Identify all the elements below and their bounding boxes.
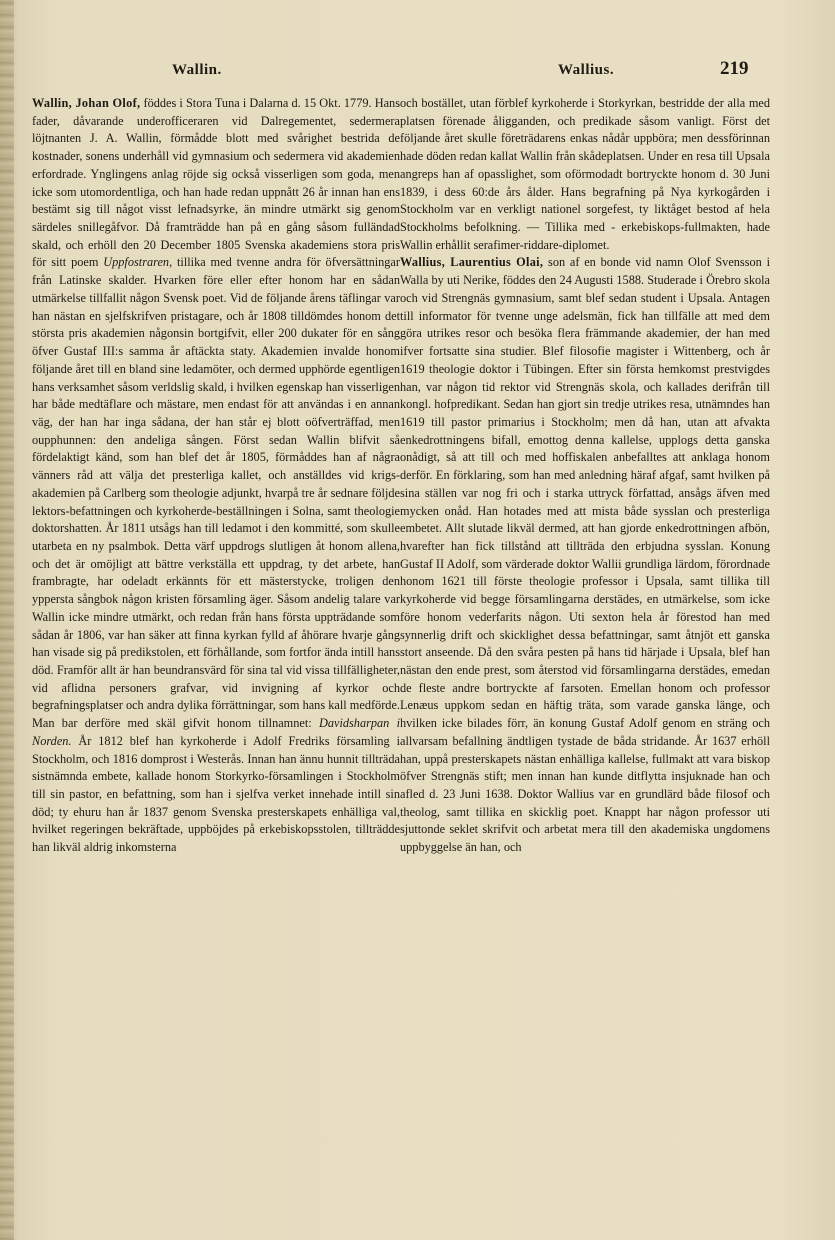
left-running-head: Wallin. [172,62,222,78]
entry-continuation: och bostället, utan förblef kyrkoherde i Storkyrkan, bestridde der alla med platsen förenade åligganden, och predikade såsom vanligt. Först det följande året skulle företrädarens enkas nådår uppböra; men dessförinnan hade döden redan kallat Wallin från skådeplatsen. Under en resa till Upsala angreps han af opasslighet, som oförmodadt bortryckte honom d. 30 Juni 1839, i dess 60:de års ålder. Hans begrafning på Nya kyrkogården i Stockholm var en verkligt nationel sorgefest, ty liktåget bestod af hela Stockholms befolkning. — Tillika med - erkebiskops-fullmakten, hade Wallin erhållit serafimer-riddare-diplomet. [400,96,770,252]
entry-name: Wallius, Laurentius Olai, [400,255,544,270]
page-number: 219 [720,58,749,79]
entry-wallius-laurentius-olai [400,254,770,856]
book-spine-edge [0,0,14,1240]
right-column [400,95,770,857]
entry-text: , tillika med tvenne andra för öfversättningar från Latinske skalder. Hvarken före eller efter honom har en sådan utmärkelse tillfallit någon Svensk poet. Vid de följande årens täflingar var han nästan en sjelfskrifven pristagare, och år 1808 tilldömdes honom det största pris akademien någonsin bortgifvit, eller 200 dukater för en sång öfver Gustaf III:s samma år aftäckta staty. Akademien invalde honom följande året till en bland sine ledamöter, och dermed upphörde egentligen hans verksamhet såsom verldslig skald, i hvilken egenskap han visserligen har både medtäflare och mästare, men endast för att användas i en annan väg, der han har inga sådana, der han står ej blott oöfverträffad, men oupphunnen: den andeliga sången. Först sedan Wallin blifvit så fördelaktigt känd, som han blef det år 1805, förmåddes han af några vänners råd att välja det presterliga kallet, och anställdes vid krigs-akademien på Carlberg som theologie adjunkt, hvarpå tre år sednare följde lektors-befattningen och kyrkoherde-beställningen i Solna, samt theologie doktorshatten. År 1811 utsågs han till ledamot i den kommitté, som skulle utarbeta en ny psalmbok. Detta värf uppdrogs slutligen åt honom allena, och det är omöjligt att bättre verkställa ett uppdrag, ty det arbete, han frambragte, har odeladt erkännts för ett mästerstycke, troligen den yppersta sångbok någon kristen församling äger. Såsom andelig talare var Wallin icke mindre utmärkt, och redan från hans första uppträdande som sådan år 1806, var han säker att finna kyrkan fylld af åhörare hvarje gång han visade sig på predikstolen, ett förhållande, som fortfor ända intill hans död. Framför allt är han beundransvärd för sina tal vid vissa tillfälligheter, vid aflidna personers grafvar, vid invigning af kyrkor och begrafningsplatser och andra dylika förrättningar, som hans kall medförde. Man bar derföre med skäl gifvit honom tillnamnet: [32,255,400,731]
entry-text: son af en bonde vid namn Olof Svensson i Walla by uti Nerike, föddes den 24 Augusti 1588. Studerade i Örebro skola och vid Strengnäs gymnasium, samt blef sedan student i Upsala. Antagen till informator för tvenne unge adelsmän, fick han tillfälle att med dem göra utrikes resor och besöka flera främmande akademier, der han med ifver fortsatte sina studier. Blef filosofie magister i Wittenberg, och år 1619 theologie doktor i Tübingen. Efter sin första hemkomst prestvigdes han, var någon tid rektor vid Strengnäs skola, och kallades derifrån till kongl. hofpredikant. Sedan han gjort sin tredje utrikes resa, utnämndes han 1619 till pastor primarius i Stockholm; men då han, utan att afvakta enkedrottningens bifall, emottog denna kallelse, upplogs detta ganska onådigt, så att till och med hoffiskalen anbefalltes att anklaga honom derför. En förklaring, som han med anledning häraf afgaf, samt hvilken på sina ställen var nog fri och i starka uttryck författad, ansågs äfven med mycken onåd. Han hotades med att mista både sysslan och presterliga embetet. Allt slutade likväl dermed, att han gjorde enkedrottningen afbön, hvarefter han fick tillstånd att tillträda den erbjudna sysslan. Konung Gustaf II Adolf, som värderade doktor Wallii grundliga lärdom, förordnade honom 1621 till förste theologie professor i Upsala, samt tillika till kyrkoherde vid begge församlingarna derstädes, en utmärkelse, som icke före honom vederfarits någon. Uti sexton hela år förestod han med synnerlig drift och skicklighet dessa befattningar, samt åtnjöt ett ganska stort anseende. Då den svåra pesten på hans tid härjade i Upsala, blef han nästan den ende prest, som återstod vid församlingarna derstädes, emedan de fleste andre bortryckte af farsoten. Emellan honom och professor Lenæus uppkom sedan en häftig träta, som varade ganska länge, och hvilken icke bilades förr, än konung Gustaf Adolf genom en sträng och allvarsam befallning ändtligen tystade de båda stridande. År 1637 erhöll han, uppå presterskapets nästan enhälliga kallelse, fullmakt att vara biskop öfver Strengnäs stift; men innan han kunde ditflytta insjuknade han och afled d. 23 Juni 1638. Doktor Wallius var en grundlärd både filosof och theolog, samt tillika en skicklig poet. Knappt har någon professor uti sjuttonde seklet skrifvit och arbetat mera till den akademiska ungdomens uppbyggelse än han, och [400,255,770,855]
nickname: Davidsharpan i Norden. [32,716,401,748]
poem-title: Uppfostraren [103,255,170,270]
left-column [32,95,400,857]
right-running-head: Wallius. [558,62,615,78]
entry-name: Wallin, Johan Olof, [32,96,141,110]
entry-text: År 1812 blef han kyrkoherde i Adolf Fredriks församling i Stockholm, och 1816 domprost i Westerås. Innan han ännu hunnit tillträda sistnämnda embete, kallade honom Storkyrko-församlingen i Stockholm till sin pastor, en befattning, som han i sjelfva verket innehade intill sin död; ty ehuru han år 1837 genom Svenska presterskapets enhälliga val, hvilket regeringen bekräftade, uppböjdes på erkebiskopsstolen, tillträdde han likväl aldrig inkomsterna [32,733,400,855]
entry-wallin-johan-olof [32,95,400,857]
entry-text: föddes i Stora Tuna i Dalarna d. 15 Okt. 1779. Hans fader, dåvarande underofficeraren vid Dalregementet, sedermera löjtnanten J. A. Wallin, förmådde blott med svårighet bestrida de kostnader, sonens underhåll vid gymnasium och sedermera vid akademien erfordrade. Ynglingens anlag röjde sig också visserligen som goda, men icke som utomordentliga, och han hade redan uppnått 26 år innan han ens bestämt sig till något visst lefnadsyrke, än mindre utmärkt sig genom särdeles snillegåfvor. Då framträdde han på en gång såsom fulländad skald, och erhöll den 20 December 1805 Svenska akademiens stora pris för sitt poem [32,96,400,270]
page-header [30,58,820,88]
